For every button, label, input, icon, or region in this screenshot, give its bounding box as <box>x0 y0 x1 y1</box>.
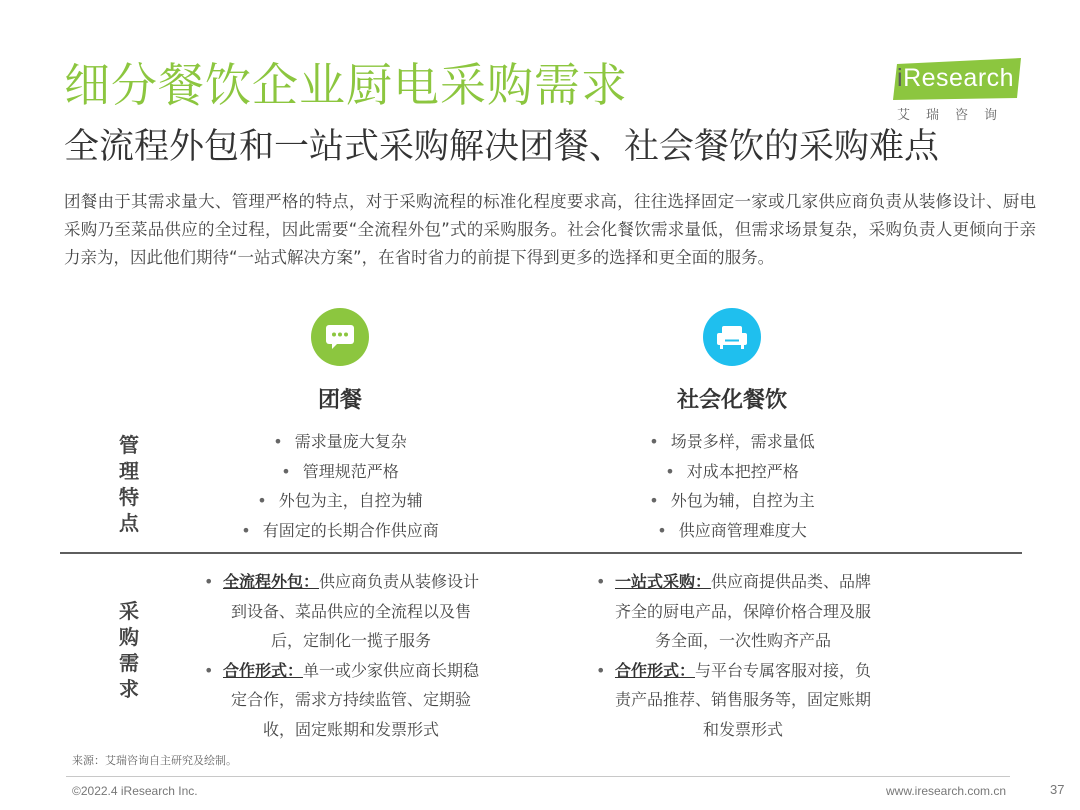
row-label-procurement: 采购需求 <box>119 599 139 701</box>
logo-badge <box>893 58 1021 100</box>
list-item <box>204 567 480 656</box>
list-item: • 对成本把控严格 <box>592 457 872 487</box>
procurement-text: 供应商提供品类、品牌齐全的厨电产品，保障价格合理及服务全面，一次性购齐产品 <box>614 572 872 650</box>
page-title: 细分餐饮企业厨电采购需求 <box>64 58 628 112</box>
procurement-keyword: 合作形式： <box>614 660 695 680</box>
procurement-text: 与平台专属客服对接，负责产品推荐、销售服务等，固定账期和发票形式 <box>614 660 872 739</box>
footer-divider <box>66 776 1010 777</box>
procurement-list-group-catering <box>204 567 480 744</box>
list-item: • 需求量庞大复杂 <box>200 427 480 457</box>
iresearch-logo <box>893 58 1023 128</box>
logo-chinese-name: 艾瑞咨询 <box>897 108 1014 123</box>
procurement-keyword: 合作形式： <box>222 660 303 680</box>
procurement-keyword: 全流程外包： <box>222 572 319 591</box>
list-item: • 场景多样，需求量低 <box>592 427 872 457</box>
list-item: • 外包为主，自控为辅 <box>200 486 480 516</box>
website-link[interactable]: www.iresearch.com.cn <box>886 784 1007 798</box>
management-list-group-catering <box>200 427 480 545</box>
page-number: 37 <box>1050 782 1065 797</box>
list-item <box>596 656 872 745</box>
sofa-icon <box>703 308 761 366</box>
list-item: • 管理规范严格 <box>200 457 480 487</box>
row-label-management: 管理特点 <box>119 433 139 535</box>
column-heading-group-catering: 团餐 <box>317 388 362 413</box>
list-item: • 外包为辅，自控为主 <box>592 486 872 516</box>
intro-paragraph: 团餐由于其需求量大、管理严格的特点，对于采购流程的标准化程度要求高，往往选择固定一家或几家供应商负责从装修设计、厨电采购乃至菜品供应的全过程，因此需要“全流程外包”式的采购服务。社会化餐饮需求量低，但需求场景复杂，采购负责人更倾向于亲力亲为，因此他们期待“一站式解决方案”，在省时省力的前提下得到更多的选择和更全面的服务。 <box>64 192 1036 267</box>
chat-bubble-icon <box>311 308 369 366</box>
procurement-text: 供应商负责从装修设计到设备、菜品供应的全流程以及售后，定制化一揽子服务 <box>230 572 480 650</box>
list-item: • 有固定的长期合作供应商 <box>200 516 480 546</box>
procurement-text: 单一或少家供应商长期稳定合作，需求方持续监管、定期验收，固定账期和发票形式 <box>230 660 480 739</box>
copyright: ©2022.4 iResearch Inc. <box>72 784 198 798</box>
procurement-list-social-catering <box>596 567 872 744</box>
procurement-keyword: 一站式采购： <box>614 572 711 591</box>
management-list-social-catering <box>592 427 872 545</box>
list-item: • 供应商管理难度大 <box>592 516 872 546</box>
source-note: 来源：艾瑞咨询自主研究及绘制。 <box>72 754 237 767</box>
logo-wordmark: iResearch <box>897 64 1015 92</box>
section-divider <box>60 552 1022 554</box>
list-item <box>596 567 872 656</box>
list-item <box>204 656 480 745</box>
column-heading-social-catering: 社会化餐饮 <box>676 388 787 413</box>
page-subtitle: 全流程外包和一站式采购解决团餐、社会餐饮的采购难点 <box>64 127 940 167</box>
